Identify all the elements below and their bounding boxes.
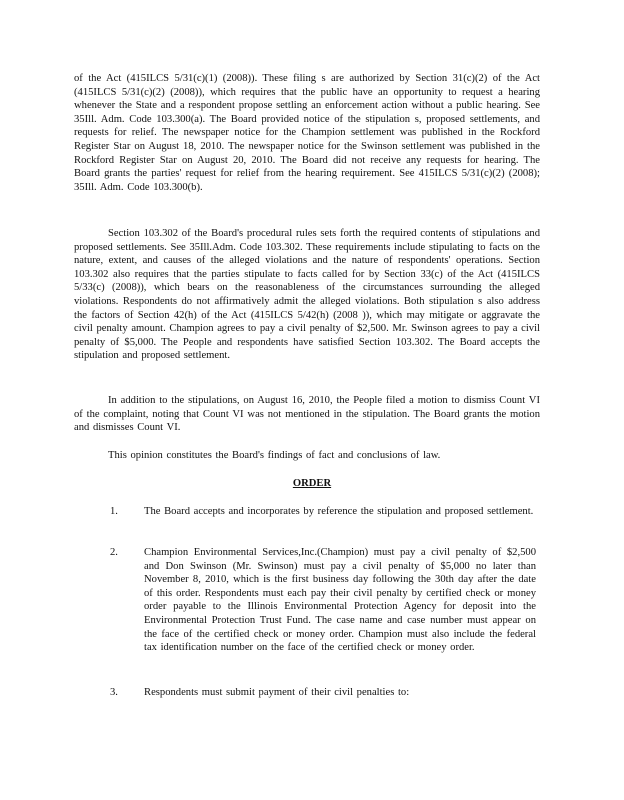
paragraph-findings: This opinion constitutes the Board's findings of fact and conclusions of law. [108,450,441,461]
order-item-number: 3. [110,687,118,698]
order-item-number: 2. [110,547,118,558]
order-item-text: Respondents must submit payment of their civil penalties to: [144,687,410,698]
order-item-number: 1. [110,506,118,517]
paragraph-hearing-requirement: of the Act (415ILCS 5/31(c)(1) (2008)). These filing s are authorized by Section 31(c)(2) of the Act (415ILCS 5/31(c)(2) (2008)), which requires that the public have an opportunity to request a hearing whenever the State and a respondent propose settling an enforcement action without a public hearing. See 35Ill. Adm. Code 103.300(a). The Board provided notice of the stipulation s, proposed settlements, and requests for relief. The newspaper notice for the Champion settlement was published in the Rockford Register Star on August 18, 2010. The newspaper notice for the Swinson settlement was published in the Rockford Register Star on August 20, 2010. The Board did not receive any requests for hearing. The Board grants the parties' request for relief from the hearing requirement. See 415ILCS 5/31(c)(2) (2008); 35Ill. Adm. Code 103.300(b). [74,73,540,193]
order-item-text: Champion Environmental Services,Inc.(Champion) must pay a civil penalty of $2,500 and Don Swinson (Mr. Swinson) must pay a civil penalty of $5,000 no later than November 8, 2010, which is the first business day following the 30th day after the date of this order. Respondents must each pay their civil penalty by certified check or money order payable to the Illinois Environmental Protection Agency for deposit into the Environmental Protection Trust Fund. The case name and case number must appear on the face of the certified check or money order. Champion must also include the federal tax identification number on the face of the certified check or money order. [144,547,536,654]
paragraph-stipulation-contents: Section 103.302 of the Board's procedural rules sets forth the required contents of stipulations and proposed settlements. See 35Ill.Adm. Code 103.302. These requirements include stipulating to facts on the nature, extent, and causes of the alleged violations and the nature of respondents' operations. Section 103.302 also requires that the parties stipulate to facts called for by Section 33(c) of the Act (415ILCS 5/33(c) (2008)), which bears on the reasonableness of the circumstances surrounding the alleged violations. Respondents do not affirmatively admit the alleged violations. Both stipulation s also address the factors of Section 42(h) of the Act (415ILCS 5/42(h) (2008 )), which may mitigate or aggravate the civil penalty amount. Champion agrees to pay a civil penalty of $2,500. Mr. Swinson agrees to pay a civil penalty of $5,000. The People and respondents have satisfied Section 103.302. The Board accepts the stipulation and proposed settlement. [74,228,540,362]
order-heading: ORDER [292,478,332,489]
order-item-text: The Board accepts and incorporates by reference the stipulation and proposed settlement. [144,506,534,517]
paragraph-motion-dismiss: In addition to the stipulations, on August 16, 2010, the People filed a motion to dismiss Count VI of the complaint, noting that Count VI was not mentioned in the stipulation. The Board grants the motion and dismisses Count VI. [74,395,540,434]
